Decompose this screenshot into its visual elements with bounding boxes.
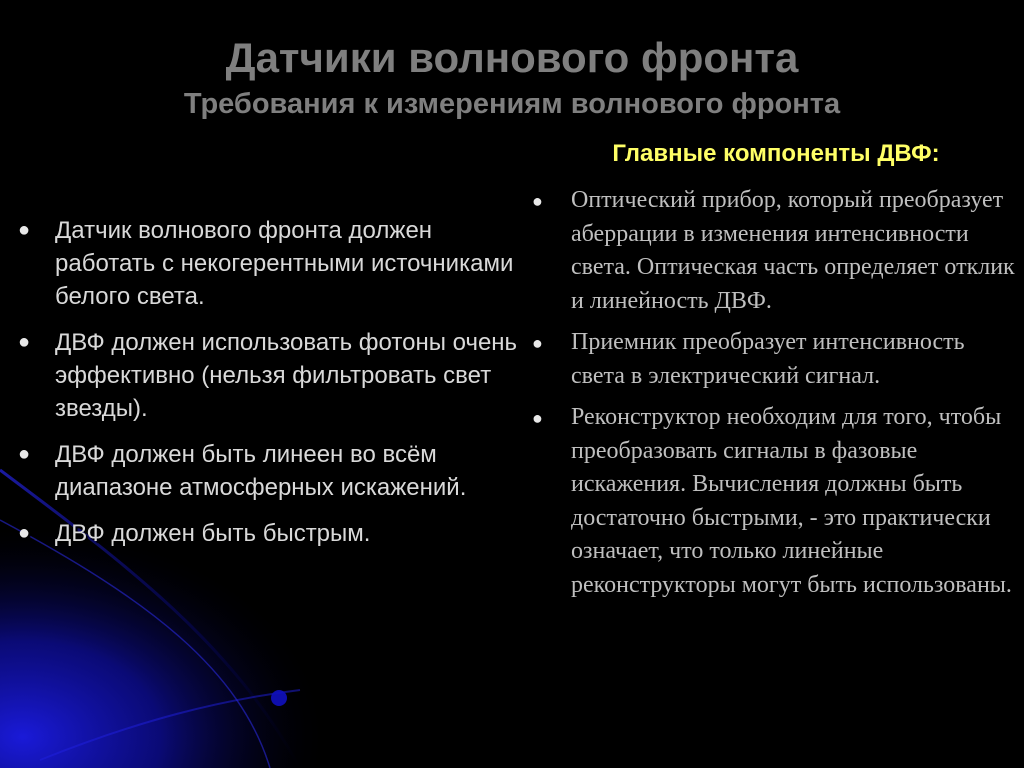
slide-title: Датчики волнового фронта: [225, 34, 799, 81]
list-item: [532, 326, 1022, 393]
list-item: [18, 517, 518, 550]
list-item-text: Оптический прибор, который преобразует аберрации в изменения интенсивности света. Оптическая часть определяет отклик и линейность ДВФ.: [571, 187, 1015, 314]
bullet-icon: ●: [532, 408, 543, 428]
list-item: [18, 438, 518, 504]
list-item-text: ДВФ должен использовать фотоны очень эффективно (нельзя фильтровать свет звезды).: [55, 329, 518, 422]
bullet-icon: ●: [532, 333, 543, 353]
list-item-text: Реконструктор необходим для того, чтобы преобразовать сигналы в фазовые искажения. Вычисления должны быть достаточно быстрыми, - это практически означает, что только линейные реконструкторы могут быть использованы.: [571, 404, 1012, 598]
list-item: [18, 214, 518, 313]
list-item-text: ДВФ должен быть быстрым.: [55, 520, 371, 547]
requirements-list: [18, 214, 518, 563]
decor-dot: [271, 690, 287, 706]
bullet-icon: ●: [18, 331, 31, 353]
components-heading: Главные компоненты ДВФ:: [612, 140, 940, 167]
list-item: [532, 401, 1022, 602]
bullet-icon: ●: [18, 219, 31, 241]
list-item-text: Датчик волнового фронта должен работать с некогерентными источниками белого света.: [55, 217, 514, 310]
list-item-text: Приемник преобразует интенсивность света в электрический сигнал.: [571, 329, 965, 389]
bullet-icon: ●: [18, 443, 31, 465]
list-item: [532, 184, 1022, 318]
list-item-text: ДВФ должен быть линеен во всём диапазоне атмосферных искажений.: [55, 441, 467, 501]
bullet-icon: ●: [532, 191, 543, 211]
list-item: [18, 326, 518, 425]
bullet-icon: ●: [18, 522, 31, 544]
components-list: [532, 184, 1022, 610]
slide-subtitle: Требования к измерениям волнового фронта: [183, 88, 841, 120]
